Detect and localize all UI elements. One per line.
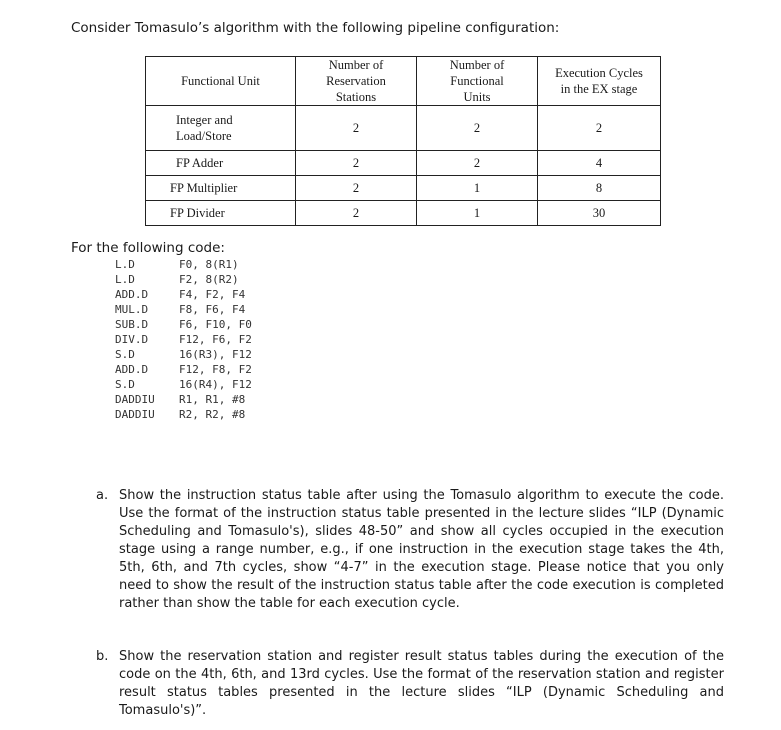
fu-cell: 1 (417, 176, 538, 201)
code-operands: F6, F10, F0 (179, 318, 252, 331)
cycles-cell: 4 (538, 151, 661, 176)
code-opcode: ADD.D (115, 288, 149, 301)
code-line (115, 257, 252, 272)
code-opcode: S.D (115, 378, 135, 391)
code-line (115, 392, 252, 407)
code-operands: F0, 8(R1) (179, 258, 239, 271)
fu-cell: 2 (417, 106, 538, 151)
question-label: a. (96, 488, 109, 503)
code-opcode: DADDIU (115, 393, 155, 406)
rs-cell: 2 (296, 151, 417, 176)
rs-cell: 2 (296, 201, 417, 226)
cycles-cell: 30 (538, 201, 661, 226)
table-row (146, 106, 661, 151)
code-operands: 16(R4), F12 (179, 378, 252, 391)
code-opcode: MUL.D (115, 303, 149, 316)
code-opcode: L.D (115, 273, 135, 286)
code-opcode: SUB.D (115, 318, 149, 331)
table-row (146, 176, 661, 201)
unit-cell: FP Adder (146, 151, 296, 176)
question-label: b. (96, 649, 109, 664)
question-text: Show the instruction status table after using the Tomasulo algorithm to execute the code. Use the format of the instruction status table presented in the lecture slides “ILP (Dynamic Scheduling and Tomasulo's), slides 48-50” and show all cycles occupied in the execution stage using a range number, e.g., if one instruction in the execution stage takes the 4th, 5th, 6th, and 7th cycles, show “4-7” in the execution stage. Please notice that you only need to show the result of the instruction status table after the code execution is completed rather than show the table for each execution cycle. (119, 488, 724, 611)
code-line (115, 287, 252, 302)
code-operands: 16(R3), F12 (179, 348, 252, 361)
code-operands: F12, F6, F2 (179, 333, 252, 346)
question-text: Show the reservation station and register result status tables during the execution of the code on the 4th, 6th, and 13rd cycles. Use the format of the reservation station and register result status tables presented in the lecture slides “ILP (Dynamic Scheduling and Tomasulo's)”. (119, 649, 724, 718)
code-operands: R2, R2, #8 (179, 408, 246, 421)
fu-cell: 2 (417, 151, 538, 176)
code-line (115, 377, 252, 392)
code-line (115, 272, 252, 287)
table-row (146, 151, 661, 176)
table-row (146, 201, 661, 226)
unit-cell: FP Divider (146, 201, 296, 226)
fu-cell: 1 (417, 201, 538, 226)
unit-cell: FP Multiplier (146, 176, 296, 201)
code-line (115, 347, 252, 362)
rs-cell: 2 (296, 106, 417, 151)
code-title: For the following code: (71, 240, 225, 256)
rs-cell: 2 (296, 176, 417, 201)
header-functional-unit: Functional Unit (146, 57, 296, 106)
code-opcode: ADD.D (115, 363, 149, 376)
header-execution-cycles: Execution Cycles in the EX stage (538, 57, 661, 106)
code-opcode: S.D (115, 348, 135, 361)
table-header-row (146, 57, 661, 106)
code-line (115, 407, 252, 422)
code-operands: R1, R1, #8 (179, 393, 246, 406)
pipeline-config-table (145, 56, 661, 226)
cycles-cell: 2 (538, 106, 661, 151)
code-operands: F4, F2, F4 (179, 288, 246, 301)
code-line (115, 302, 252, 317)
intro-text: Consider Tomasulo’s algorithm with the following pipeline configuration: (71, 20, 560, 36)
cycles-cell: 8 (538, 176, 661, 201)
code-opcode: DIV.D (115, 333, 149, 346)
code-line (115, 332, 252, 347)
code-operands: F8, F6, F4 (179, 303, 246, 316)
code-listing (115, 257, 252, 422)
code-opcode: L.D (115, 258, 135, 271)
header-reservation-stations: Number of Reservation Stations (296, 57, 417, 106)
code-operands: F12, F8, F2 (179, 363, 252, 376)
code-opcode: DADDIU (115, 408, 155, 421)
unit-cell: Integer and Load/Store (146, 106, 296, 151)
code-line (115, 317, 252, 332)
code-operands: F2, 8(R2) (179, 273, 239, 286)
code-line (115, 362, 252, 377)
header-functional-units: Number of Functional Units (417, 57, 538, 106)
